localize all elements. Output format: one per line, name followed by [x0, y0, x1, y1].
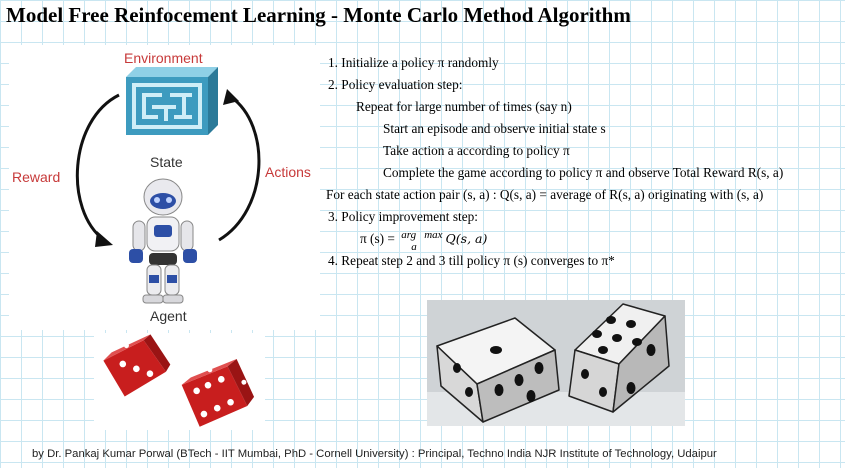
actions-label: Actions — [265, 164, 311, 180]
policy-formula — [328, 228, 843, 253]
argmax-max: max — [424, 229, 443, 241]
formula-rhs: Q(s, a) — [445, 231, 488, 246]
agent-label: Agent — [150, 308, 187, 324]
environment-label: Environment — [124, 50, 203, 66]
step-4: 4. Repeat step 2 and 3 till policy π (s) converges to π* — [328, 253, 615, 268]
step-3: 3. Policy improvement step: — [328, 209, 478, 224]
robot-agent-icon — [127, 177, 199, 307]
argmax-sub: a — [411, 241, 417, 253]
formula-lhs: π (s) = — [360, 231, 399, 246]
step-2-complete-game: Complete the game according to policy π and observe Total Reward R(s, a) — [383, 165, 784, 180]
footer-credit: by Dr. Pankaj Kumar Porwal (BTech - IIT Mumbai, PhD - Cornell University) : Principal, Techno India NJR Institute of Technology, Udaipur — [32, 448, 717, 460]
step-1: 1. Initialize a policy π randomly — [328, 55, 499, 70]
red-dice-image — [94, 333, 265, 430]
step-2-repeat: Repeat for large number of times (say n) — [356, 99, 572, 114]
rl-diagram — [9, 45, 320, 330]
step-2-start-episode: Start an episode and observe initial state s — [383, 121, 606, 136]
step-2-q-average: For each state action pair (s, a) : Q(s, a) = average of R(s, a) originating with (s, a) — [326, 187, 764, 202]
argmax-arg: arg — [401, 229, 417, 241]
state-label: State — [150, 154, 183, 170]
reward-arrowhead — [95, 231, 113, 247]
step-2: 2. Policy evaluation step: — [328, 77, 463, 92]
reward-label: Reward — [12, 169, 61, 185]
algorithm-steps — [328, 52, 843, 272]
white-dice-image — [427, 300, 685, 426]
step-2-take-action: Take action a according to policy π — [383, 143, 570, 158]
argmax-operator — [398, 228, 443, 253]
slide-title: Model Free Reinfocement Learning - Monte Carlo Method Algorithm — [6, 3, 631, 27]
